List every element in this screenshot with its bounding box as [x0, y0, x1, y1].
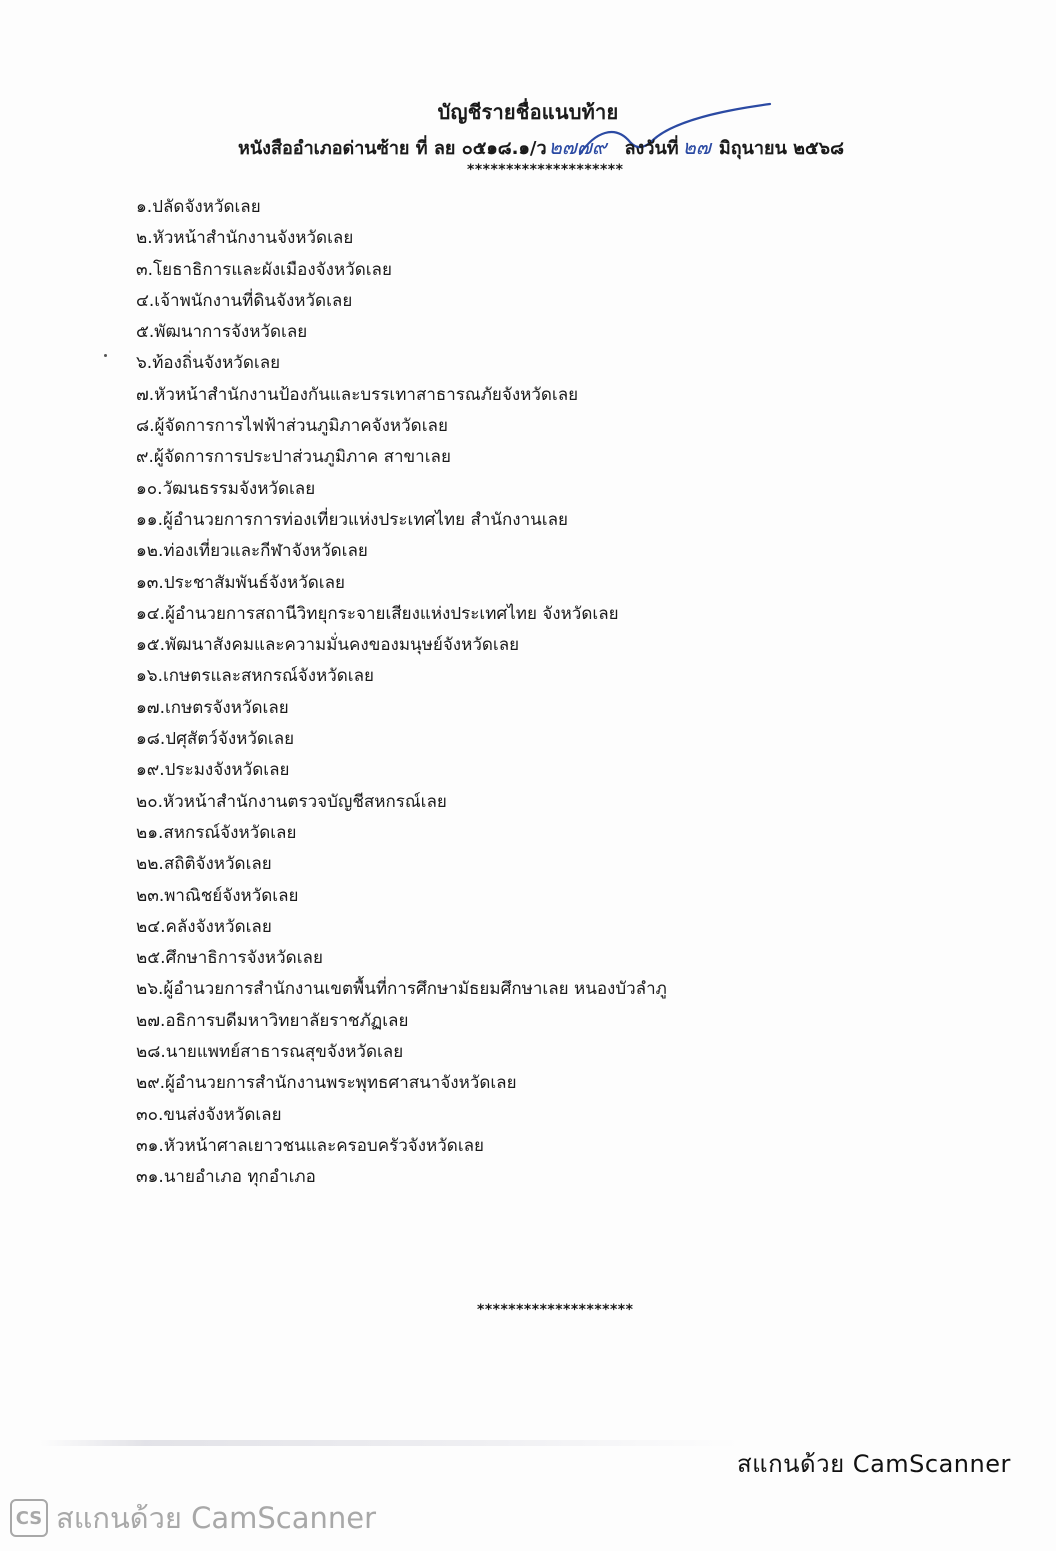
list-item: ๑๗.เกษตรจังหวัดเลย — [136, 697, 289, 718]
camscanner-logo-icon: CS — [10, 1499, 48, 1537]
list-item: ๒๙.ผู้อำนวยการสำนักงานพระพุทธศาสนาจังหวัดเลย — [136, 1073, 517, 1094]
list-item: ๕.พัฒนาการจังหวัดเลย — [136, 322, 308, 343]
list-item: ๑๕.พัฒนาสังคมและความมั่นคงของมนุษย์จังหวัดเลย — [136, 635, 520, 656]
list-item: ๖.ท้องถิ่นจังหวัดเลย — [136, 353, 281, 374]
list-item: ๑๙.ประมงจังหวัดเลย — [136, 760, 290, 781]
recipient-list — [136, 192, 667, 1194]
list-item: ๓๑.หัวหน้าศาลเยาวชนและครอบครัวจังหวัดเลย — [136, 1135, 485, 1156]
list-item: ๑๑.ผู้อำนวยการการท่องเที่ยวแห่งประเทศไทย สำนักงานเลย — [136, 509, 568, 530]
list-item: ๒๔.คลังจังหวัดเลย — [136, 916, 272, 937]
list-item: ๑๐.วัฒนธรรมจังหวัดเลย — [136, 478, 316, 499]
camscanner-watermark: สแกนด้วย CamScanner — [737, 1450, 1011, 1478]
list-item: ๙.ผู้จัดการการประปาส่วนภูมิภาค สาขาเลย — [136, 447, 451, 468]
list-item: ๒๐.หัวหน้าสำนักงานตรวจบัญชีสหกรณ์เลย — [136, 791, 447, 812]
list-item: ๒๘.นายแพทย์สาธารณสุขจังหวัดเลย — [136, 1042, 404, 1063]
header-date-label: ลงวันที่ — [624, 138, 679, 159]
list-item: ๑๘.ปศุสัตว์จังหวัดเลย — [136, 729, 295, 750]
list-item: ๒๓.พาณิชย์จังหวัดเลย — [136, 885, 299, 906]
list-item: ๘.ผู้จัดการการไฟฟ้าส่วนภูมิภาคจังหวัดเลย — [136, 416, 448, 437]
document-title: บัญชีรายชื่อแนบท้าย — [437, 100, 619, 124]
separator-top: ******************** — [467, 162, 624, 178]
list-item: ๒๕.ศึกษาธิการจังหวัดเลย — [136, 948, 323, 969]
camscanner-footer-text: สแกนด้วย CamScanner — [56, 1501, 377, 1535]
list-item: ๑๓.ประชาสัมพันธ์จังหวัดเลย — [136, 572, 345, 593]
list-item: ๔.เจ้าพนักงานที่ดินจังหวัดเลย — [136, 290, 353, 311]
handwritten-day: ๒๗ — [682, 135, 711, 159]
list-item: ๑.ปลัดจังหวัดเลย — [136, 197, 261, 217]
header-month-year: มิถุนายน ๒๕๖๘ — [718, 138, 844, 159]
scan-speck — [104, 354, 107, 357]
list-item: ๒๗.อธิการบดีมหาวิทยาลัยราชภัฏเลย — [136, 1010, 409, 1031]
list-item: ๓๑.นายอำเภอ ทุกอำเภอ — [136, 1167, 316, 1188]
list-item: ๓.โยธาธิการและผังเมืองจังหวัดเลย — [136, 259, 392, 280]
list-item: ๒๒.สถิติจังหวัดเลย — [136, 854, 272, 875]
scan-artifact — [40, 1440, 740, 1446]
list-item: ๒๖.ผู้อำนวยการสำนักงานเขตพื้นที่การศึกษามัธยมศึกษาเลย หนองบัวลำภู — [136, 979, 667, 1000]
list-item: ๑๖.เกษตรและสหกรณ์จังหวัดเลย — [136, 666, 374, 687]
list-item: ๑๔.ผู้อำนวยการสถานีวิทยุกระจายเสียงแห่งประเทศไทย จังหวัดเลย — [136, 603, 619, 624]
list-item: ๒.หัวหน้าสำนักงานจังหวัดเลย — [136, 228, 354, 249]
list-item: ๑๒.ท่องเที่ยวและกีฬาจังหวัดเลย — [136, 541, 368, 562]
header-prefix: หนังสืออำเภอด่านซ้าย ที่ ลย ๐๕๑๘.๑/ว — [238, 138, 547, 159]
list-item: ๓๐.ขนส่งจังหวัดเลย — [136, 1104, 282, 1125]
list-item: ๗.หัวหน้าสำนักงานป้องกันและบรรเทาสาธารณภัยจังหวัดเลย — [136, 384, 579, 405]
document-header-line — [238, 131, 844, 163]
list-item: ๒๑.สหกรณ์จังหวัดเลย — [136, 822, 297, 843]
camscanner-footer-watermark — [10, 1495, 376, 1541]
separator-bottom: ******************** — [477, 1302, 634, 1318]
handwritten-doc-number: ๒๗๗๙ — [548, 135, 607, 159]
